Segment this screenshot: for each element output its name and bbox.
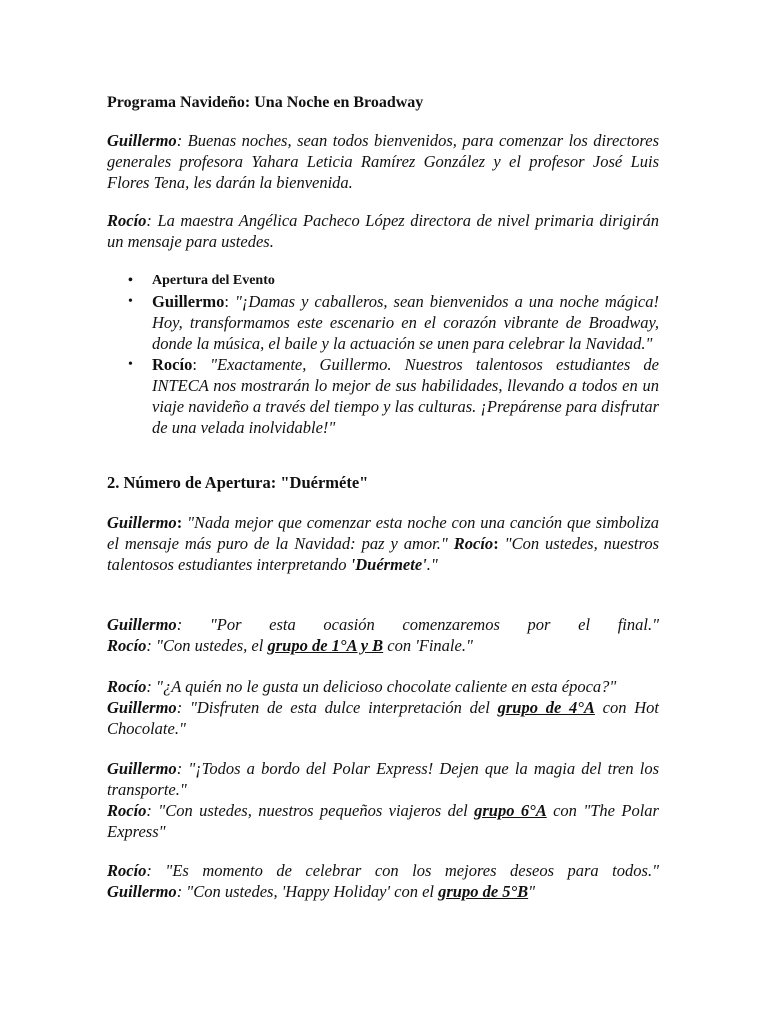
dialogue-line <box>107 860 659 881</box>
dialogue-line <box>107 614 659 635</box>
separator: : <box>176 513 183 532</box>
dialogue-text: : Buenas noches, sean todos bienvenidos, para comenzar los directores generales profesora Yahara Leticia Ramírez González y el profesor José Luis Flores Tena, les darán la bienvenida. <box>107 131 659 192</box>
speaker-name: Rocío <box>107 636 147 655</box>
separator: : <box>224 292 235 311</box>
list-item-label: Apertura del Evento <box>152 273 275 288</box>
dialogue-text: " <box>528 882 536 901</box>
speaker-name: Guillermo <box>107 698 177 717</box>
speaker-name: Guillermo <box>107 513 177 532</box>
dialogue-text: : "Con ustedes, el <box>146 636 268 655</box>
speaker-name: Guillermo <box>107 131 177 150</box>
dialogue-text: : "Con ustedes, nuestros pequeños viajeros del <box>146 801 475 820</box>
document-title: Programa Navideño: Una Noche en Broadway <box>107 94 424 111</box>
dialogue-text: con Hot Chocolate." <box>107 698 659 738</box>
dialogue-line <box>107 697 659 739</box>
dialogue-block-3 <box>107 676 659 739</box>
dialogue-block-5 <box>107 860 659 902</box>
speaker-name: Guillermo <box>107 615 177 634</box>
dialogue-text: con 'Finale." <box>383 636 473 655</box>
speaker-name: Rocío <box>453 534 494 553</box>
song-title: 'Duérmete' <box>350 555 427 574</box>
dialogue-text: "Con ustedes, nuestros talentosos estudiantes interpretando <box>107 534 659 574</box>
speaker-name: Rocío <box>107 211 147 230</box>
list-item-guillermo <box>107 291 659 354</box>
dialogue-text: : "Es momento de celebrar con los mejores deseos para todos." <box>146 861 659 880</box>
dialogue-text: : La maestra Angélica Pacheco López directora de nivel primaria dirigirán un mensaje para ustedes. <box>107 211 659 251</box>
speaker-name: Guillermo <box>107 759 177 778</box>
group-name: grupo de 1°A y B <box>267 636 384 655</box>
dialogue-text: : "¿A quién no le gusta un delicioso chocolate caliente en esta época?" <box>146 677 617 696</box>
dialogue-text: "Nada mejor que comenzar esta noche con una canción que simboliza el mensaje más puro de la Navidad: paz y amor." <box>107 513 659 553</box>
dialogue-text: : "Con ustedes, 'Happy Holiday' con el <box>176 882 439 901</box>
dialogue-text: : "Disfruten de esta dulce interpretación del <box>176 698 498 717</box>
dialogue-line <box>107 635 659 656</box>
separator: : <box>192 355 211 374</box>
speaker-name: Rocío <box>107 861 147 880</box>
separator: : <box>493 534 499 553</box>
speaker-name: Guillermo <box>152 292 225 311</box>
section-heading: 2. Número de Apertura: "Duérméte" <box>107 473 369 492</box>
dialogue-line <box>107 676 659 697</box>
dialogue-text: ." <box>426 555 438 574</box>
dialogue-line <box>107 800 659 842</box>
dialogue-text: "¡Damas y caballeros, sean bienvenidos a una noche mágica! Hoy, transformamos este escenario en el corazón vibrante de Broadway, donde la música, el baile y la actuación se unen para celebrar la Navidad." <box>152 292 659 353</box>
dialogue-text: "Exactamente, Guillermo. Nuestros talentosos estudiantes de INTECA nos mostrarán lo mejor de sus habilidades, llevando a todos en un viaje navideño a través del tiempo y las culturas. ¡Prepárense para disfrutar de una velada inolvidable!" <box>152 355 659 437</box>
list-item-rocio <box>107 354 659 438</box>
list-item-opening <box>107 270 659 291</box>
speaker-name: Rocío <box>107 801 147 820</box>
dialogue-text: con "The Polar Express" <box>107 801 659 841</box>
speaker-name: Guillermo <box>107 882 177 901</box>
event-opening-list <box>107 270 659 438</box>
group-name: grupo 6°A <box>474 801 547 820</box>
dialogue-block-1 <box>107 512 659 575</box>
group-name: grupo de 5°B <box>438 882 529 901</box>
dialogue-line <box>107 881 659 902</box>
intro-paragraph-1 <box>107 130 659 193</box>
dialogue-text: : "Por esta ocasión comenzaremos por el final." <box>176 615 659 634</box>
dialogue-line <box>107 758 659 800</box>
dialogue-block-4 <box>107 758 659 842</box>
group-name: grupo de 4°A <box>497 698 595 717</box>
speaker-name: Rocío <box>107 677 147 696</box>
intro-paragraph-2 <box>107 210 659 252</box>
dialogue-text: : "¡Todos a bordo del Polar Express! Dejen que la magia del tren los transporte." <box>107 759 659 799</box>
dialogue-block-2 <box>107 614 659 656</box>
speaker-name: Rocío <box>152 355 193 374</box>
